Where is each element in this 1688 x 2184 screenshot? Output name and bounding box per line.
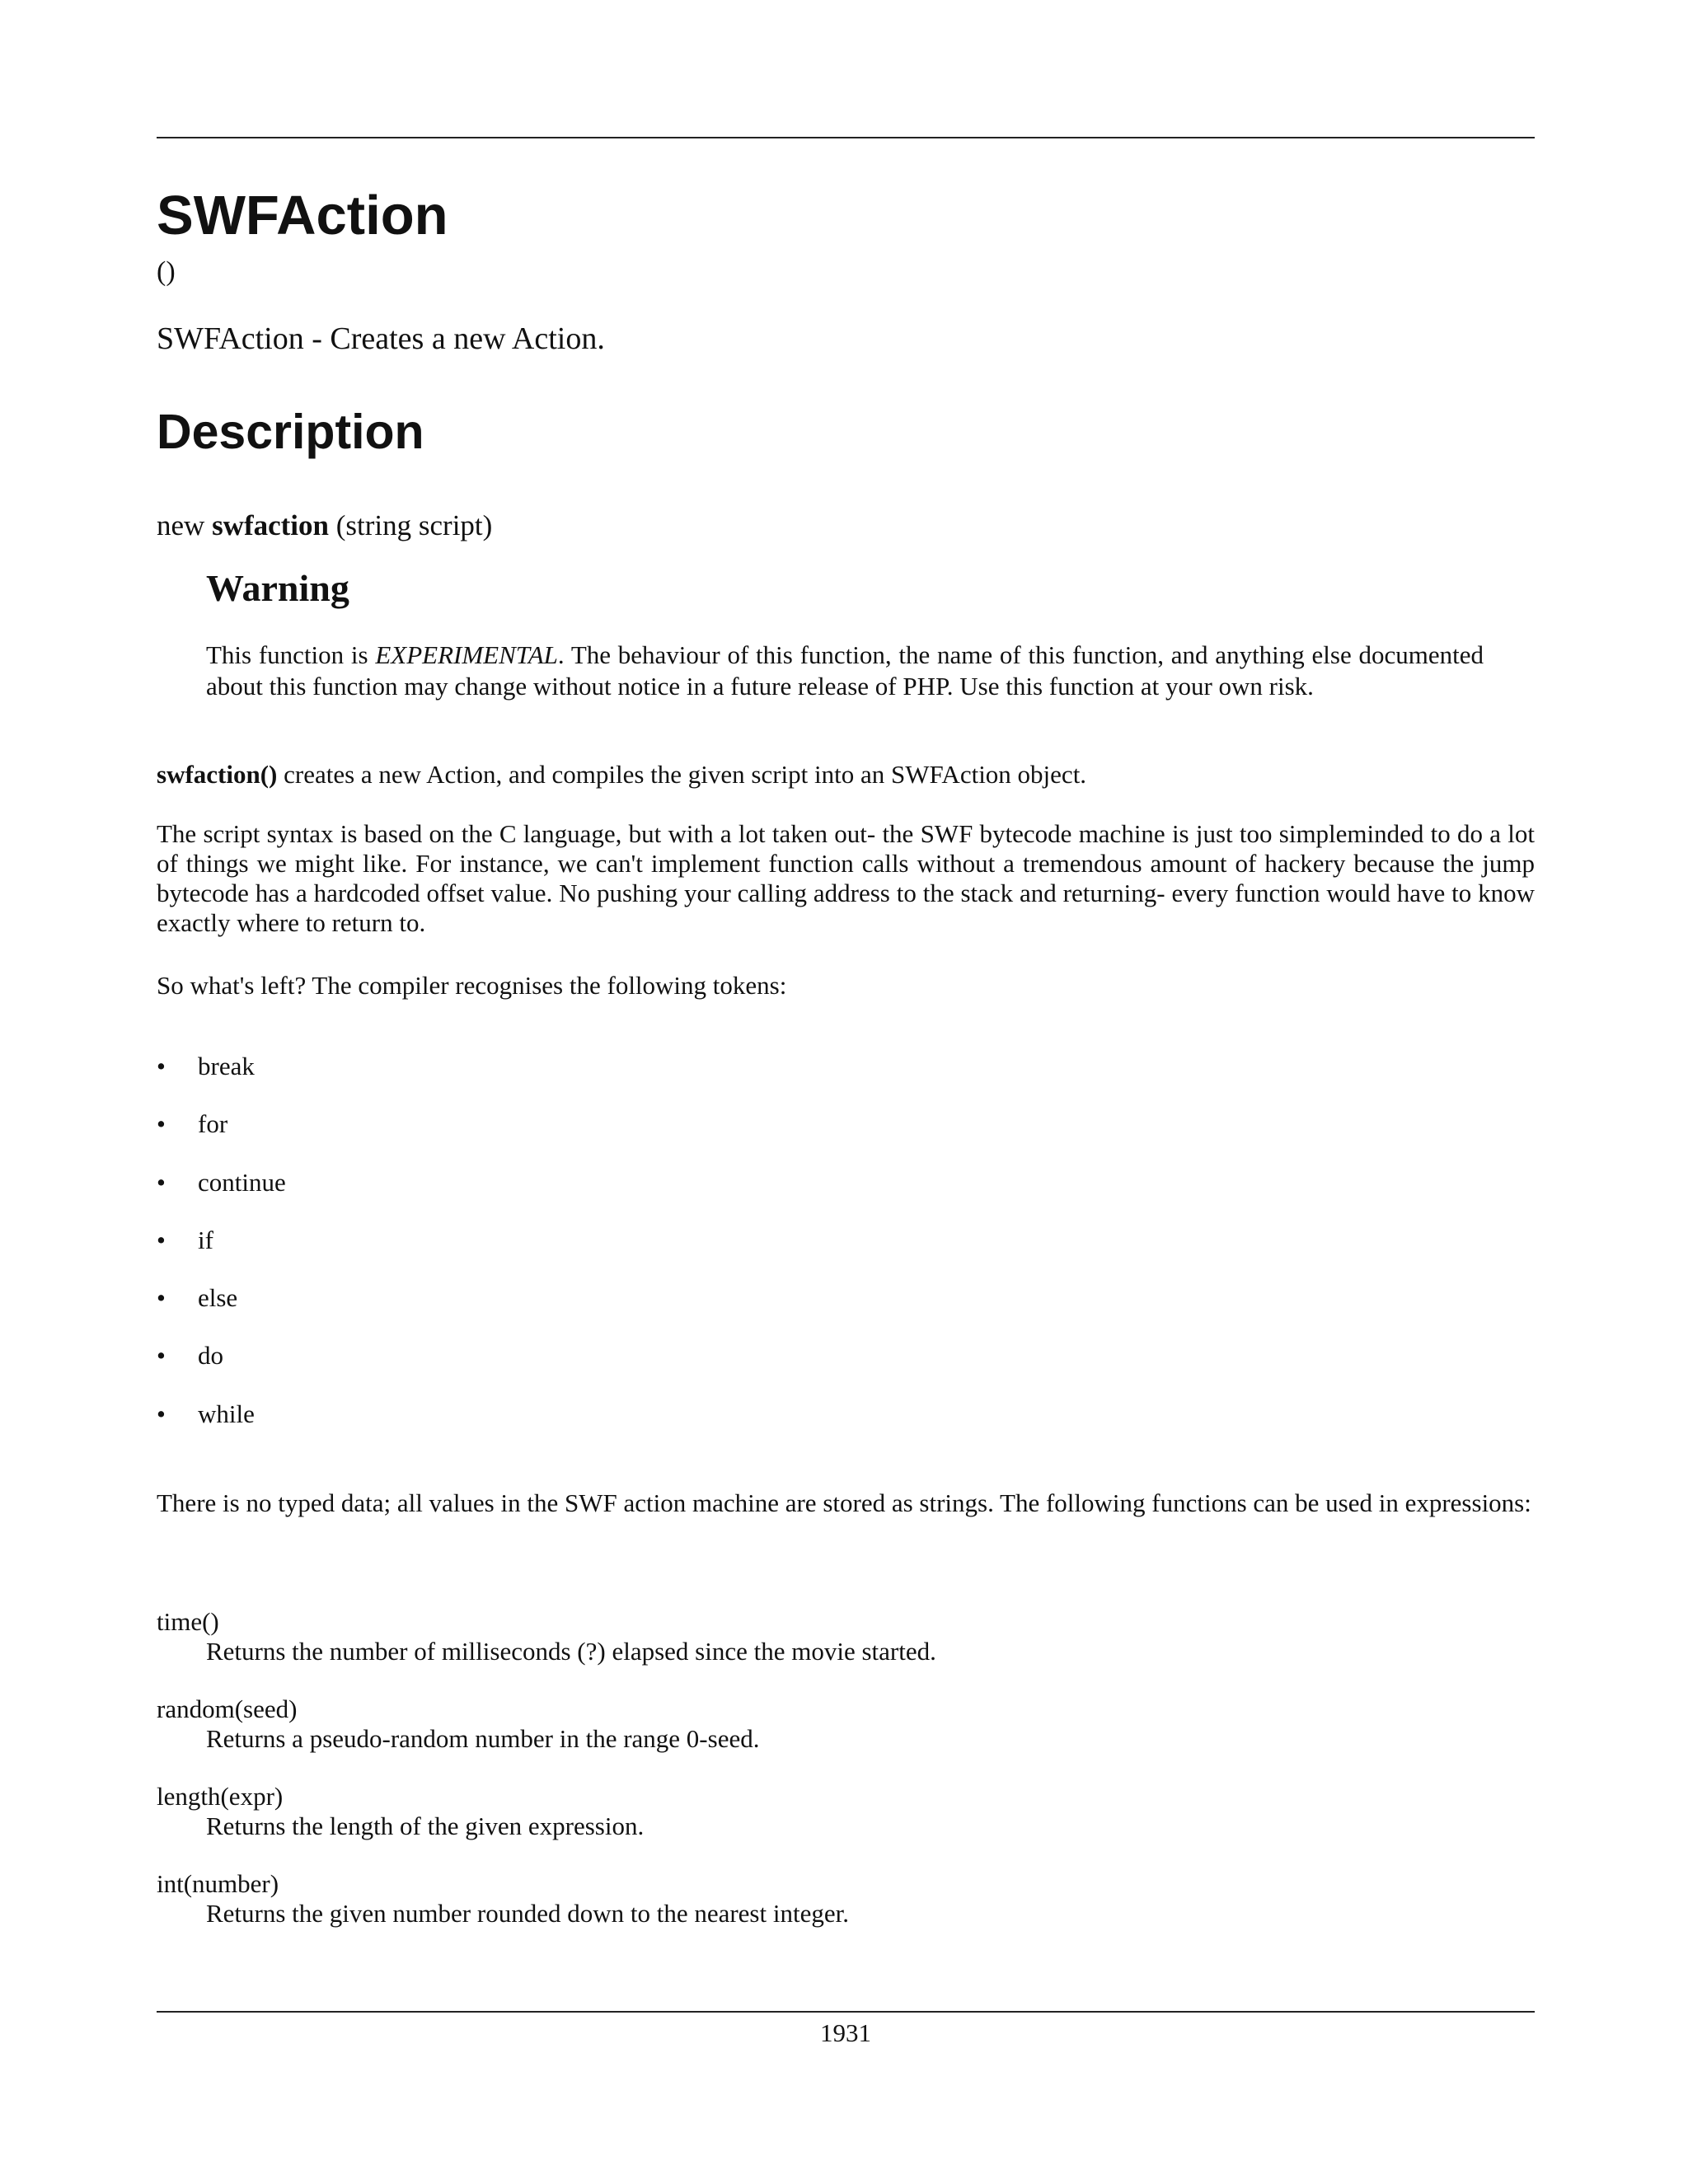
intro-paragraph	[157, 760, 1535, 790]
document-page	[157, 0, 1535, 2184]
list-item	[157, 1168, 651, 1226]
function-entry-random	[157, 1694, 1535, 1754]
title-parens: ()	[157, 256, 176, 287]
list-item	[157, 1052, 651, 1109]
description-heading: Description	[157, 405, 424, 459]
function-synopsis	[157, 511, 492, 540]
warning-text-after: . The behaviour of this function, the name of this function, and anything else documented about this function may change without notice in a future release of PHP. Use this function at your own risk.	[206, 640, 1484, 701]
function-term: int(number)	[157, 1869, 279, 1898]
token-label: do	[198, 1341, 223, 1371]
synopsis-function-name: swfaction	[212, 509, 329, 541]
ref-purpose: SWFAction - Creates a new Action.	[157, 321, 605, 356]
list-item	[157, 1399, 651, 1457]
bullet: •	[157, 1283, 166, 1313]
token-label: break	[198, 1052, 255, 1080]
function-entry-time	[157, 1607, 1535, 1666]
token-label: else	[198, 1283, 238, 1313]
page-title: SWFAction	[157, 185, 448, 246]
list-item	[157, 1226, 651, 1283]
function-definition: Returns the number of milliseconds (?) elapsed since the movie started.	[206, 1637, 936, 1666]
warning-title: Warning	[206, 567, 349, 609]
token-label: if	[198, 1225, 213, 1254]
function-term: time()	[157, 1607, 219, 1636]
synopsis-params: (string script)	[329, 509, 493, 541]
bullet: •	[157, 1052, 166, 1080]
list-item	[157, 1283, 651, 1341]
bullet: •	[157, 1167, 166, 1197]
bullet: •	[157, 1341, 166, 1371]
function-definition: Returns the length of the given expression.	[206, 1811, 645, 1840]
intro-function-ref: swfaction()	[157, 760, 278, 789]
function-definition: Returns a pseudo-random number in the range 0-seed.	[206, 1724, 760, 1753]
function-term: random(seed)	[157, 1694, 298, 1723]
bullet: •	[157, 1225, 166, 1254]
warning-emphasis: EXPERIMENTAL	[375, 640, 558, 669]
bullet: •	[157, 1109, 166, 1139]
intro-text: creates a new Action, and compiles the given script into an SWFAction object.	[277, 760, 1087, 789]
token-list	[157, 1052, 651, 1457]
function-entry-length	[157, 1782, 1535, 1841]
tokens-intro-paragraph: So what's left? The compiler recognises the following tokens:	[157, 971, 787, 1000]
function-entry-int	[157, 1869, 1535, 1929]
function-term: length(expr)	[157, 1782, 284, 1811]
synopsis-prefix: new	[157, 509, 213, 541]
header-rule	[157, 137, 1535, 138]
warning-text	[206, 640, 1484, 702]
data-paragraph: There is no typed data; all values in the SWF action machine are stored as strings. The following functions can be used in expressions:	[157, 1488, 1531, 1517]
bullet: •	[157, 1399, 166, 1428]
list-item	[157, 1341, 651, 1399]
token-label: for	[198, 1109, 228, 1139]
token-label: while	[198, 1399, 255, 1428]
syntax-paragraph: The script syntax is based on the C language, but with a lot taken out- the SWF bytecode machine is just too simpleminded to do a lot of things we might like. For instance, we can't implement function calls without a tremendous amount of hackery because the jump bytecode has a hardcoded offset value. No pushing your calling address to the stack and returning- every function would have to know exactly where to return to.	[157, 819, 1535, 937]
list-item	[157, 1109, 651, 1167]
function-definition: Returns the given number rounded down to the nearest integer.	[206, 1899, 849, 1928]
footer-rule	[157, 2011, 1535, 2013]
page-number: 1931	[820, 2018, 871, 2047]
token-label: continue	[198, 1167, 286, 1197]
warning-text-before: This function is	[206, 640, 376, 669]
